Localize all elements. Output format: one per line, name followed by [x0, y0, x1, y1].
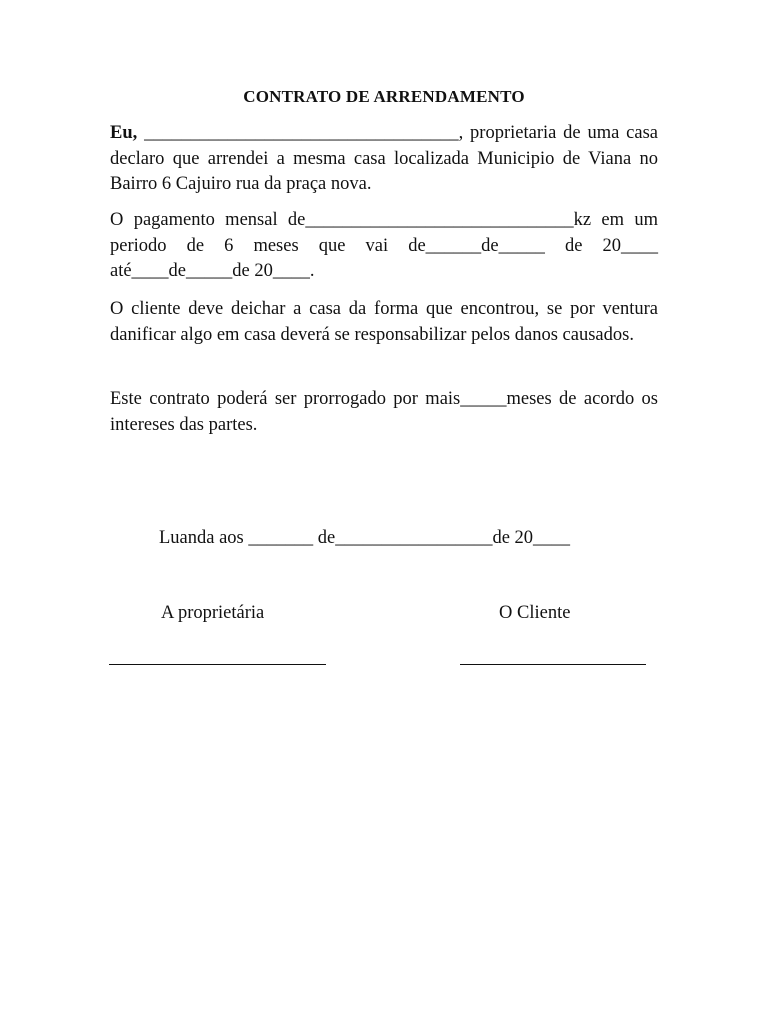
signature-client-line	[460, 664, 646, 665]
paragraph-lead: Eu,	[110, 123, 138, 143]
signature-owner-line	[109, 664, 326, 665]
date-line: Luanda aos _______ de_________________de 20____	[159, 528, 571, 548]
document-title: CONTRATO DE ARRENDAMENTO	[243, 87, 525, 106]
signature-client-label: O Cliente	[499, 603, 571, 623]
paragraph-extension: Este contrato poderá ser prorrogado por mais_____meses de acordo os intereses das partes.	[110, 389, 658, 435]
paragraph-client-obligations: O cliente deve deichar a casa da forma que encontrou, se por ventura danificar algo em casa deverá se responsabilizar pelos danos causados.	[110, 299, 658, 345]
signature-owner-label: A proprietária	[161, 603, 265, 623]
paragraph-owner-text: __________________________________, proprietaria de uma casa declaro que arrendei a mesma casa localizada Municipio de Viana no Bairro 6 Cajuiro rua da praça nova.	[110, 123, 658, 194]
paragraph-owner-declaration	[110, 121, 658, 198]
paragraph-payment: O pagamento mensal de_____________________________kz em um periodo de 6 meses que vai de______de_____ de 20____ até____de_____de 20____.	[110, 210, 658, 281]
